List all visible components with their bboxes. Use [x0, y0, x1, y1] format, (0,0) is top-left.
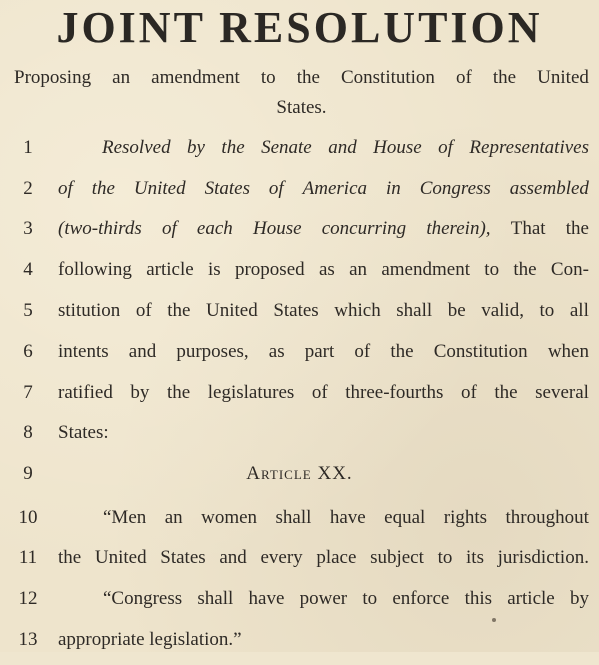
- subtitle-line-1: [14, 63, 589, 93]
- line-number: 3: [23, 218, 33, 239]
- subtitle-word: United: [537, 67, 589, 88]
- word: an: [164, 507, 183, 528]
- text-line: [0, 584, 599, 624]
- word: each: [196, 218, 233, 239]
- text-line: [0, 337, 599, 377]
- word: to: [484, 259, 500, 280]
- word: part: [304, 341, 335, 362]
- subtitle-word: an: [112, 67, 131, 88]
- article-heading-text: Article XX.: [246, 463, 353, 484]
- word: to: [437, 547, 453, 568]
- text-line: [0, 133, 599, 173]
- word: and: [219, 547, 247, 568]
- subtitle-word: Proposing: [14, 67, 92, 88]
- word: therein),: [426, 218, 491, 239]
- word: the: [166, 382, 191, 403]
- word: the: [565, 218, 589, 239]
- word: stitution: [58, 300, 121, 321]
- line-number: 13: [18, 629, 38, 650]
- line-text: [58, 214, 589, 244]
- text-line: [0, 459, 599, 499]
- line-number: 4: [23, 259, 33, 280]
- word: the: [91, 178, 115, 199]
- line-text: [58, 174, 589, 204]
- word: throughout: [505, 507, 589, 528]
- word: States: [160, 547, 206, 568]
- word: three-fourths: [345, 382, 444, 403]
- word: by: [569, 588, 589, 609]
- word: and: [128, 341, 157, 362]
- word: to: [539, 300, 555, 321]
- line-text: [58, 337, 589, 367]
- word: the: [494, 382, 518, 403]
- word: the: [390, 341, 414, 362]
- line-number: 6: [23, 341, 33, 362]
- document-title: JOINT RESOLUTION: [56, 3, 543, 52]
- word: (two-thirds: [58, 218, 142, 239]
- word: several: [535, 382, 589, 403]
- subtitle-word: of: [456, 67, 472, 88]
- word: United: [133, 178, 186, 199]
- word: equal: [384, 507, 426, 528]
- word: have: [329, 507, 366, 528]
- line-number: 1: [23, 137, 33, 158]
- word: shall: [197, 588, 234, 609]
- text-line: [0, 418, 599, 458]
- text-line: [0, 214, 599, 254]
- line-number: 5: [23, 300, 33, 321]
- line-text: [58, 296, 589, 326]
- text-line: [0, 503, 599, 543]
- word: an: [349, 259, 368, 280]
- word: of: [311, 382, 328, 403]
- word: of: [161, 218, 177, 239]
- word: United: [94, 547, 147, 568]
- word: House: [373, 137, 422, 158]
- word: is: [207, 259, 221, 280]
- word: its: [466, 547, 484, 568]
- word: shall: [275, 507, 312, 528]
- line-number: 7: [23, 382, 33, 403]
- word: valid,: [481, 300, 524, 321]
- word: rights: [443, 507, 488, 528]
- line-text: [58, 503, 589, 533]
- word: have: [248, 588, 285, 609]
- word: the: [167, 300, 191, 321]
- line-text: [58, 255, 589, 285]
- word: place: [316, 547, 357, 568]
- word: of: [354, 341, 371, 362]
- line-text: [58, 584, 589, 614]
- word: jurisdiction.: [497, 547, 589, 568]
- word: “Congress: [103, 588, 183, 609]
- word: subject: [370, 547, 424, 568]
- document-subtitle: [14, 63, 589, 123]
- word: United: [206, 300, 258, 321]
- word: be: [447, 300, 466, 321]
- word: article: [507, 588, 555, 609]
- word: of: [135, 300, 152, 321]
- word: power: [299, 588, 348, 609]
- word: in: [385, 178, 401, 199]
- word: Constitution: [433, 341, 528, 362]
- line-text: [58, 543, 589, 573]
- subtitle-word: the: [296, 67, 320, 88]
- line-number: 9: [23, 463, 33, 484]
- word: which: [334, 300, 381, 321]
- word: Congress: [419, 178, 491, 199]
- word: ratified: [58, 382, 113, 403]
- line-number: 2: [23, 178, 33, 199]
- word: of: [460, 382, 477, 403]
- text-line: [0, 255, 599, 295]
- word: and: [328, 137, 357, 158]
- word: the: [513, 259, 537, 280]
- word: all: [569, 300, 589, 321]
- word: enforce: [392, 588, 450, 609]
- word: the: [58, 547, 82, 568]
- line-text: appropriate legislation.”: [58, 629, 242, 650]
- article-heading: [0, 459, 599, 489]
- word: States: [204, 178, 250, 199]
- word: by: [130, 382, 150, 403]
- word: concurring: [321, 218, 407, 239]
- word: this: [464, 588, 493, 609]
- word: the: [221, 137, 245, 158]
- word: every: [260, 547, 303, 568]
- word: following: [58, 259, 132, 280]
- word: amendment: [381, 259, 470, 280]
- line-text: [58, 133, 589, 163]
- word: “Men: [103, 507, 147, 528]
- word: by: [187, 137, 205, 158]
- text-line: [0, 296, 599, 336]
- word: as: [268, 341, 285, 362]
- word: as: [318, 259, 335, 280]
- line-number: 10: [18, 507, 38, 528]
- word: shall: [396, 300, 433, 321]
- word: America: [302, 178, 368, 199]
- subtitle-word: amendment: [151, 67, 240, 88]
- word: assembled: [509, 178, 589, 199]
- line-number: 12: [18, 588, 38, 609]
- word: Senate: [261, 137, 312, 158]
- text-line: [0, 625, 599, 665]
- word: women: [201, 507, 258, 528]
- subtitle-word: to: [260, 67, 276, 88]
- ink-speck: [492, 618, 496, 622]
- word: States: [273, 300, 319, 321]
- line-text: [58, 378, 589, 408]
- word: House: [252, 218, 302, 239]
- subtitle-line-2: States.: [276, 97, 327, 118]
- word: purposes,: [176, 341, 249, 362]
- word: Resolved: [102, 137, 171, 158]
- word: of: [438, 137, 453, 158]
- word: That: [510, 218, 546, 239]
- text-line: [0, 543, 599, 583]
- word: of: [58, 178, 73, 199]
- line-text: States:: [58, 422, 109, 443]
- subtitle-word: Constitution: [340, 67, 435, 88]
- text-line: [0, 174, 599, 214]
- word: legislatures: [207, 382, 295, 403]
- line-number: 8: [23, 422, 33, 443]
- word: when: [547, 341, 589, 362]
- text-line: [0, 378, 599, 418]
- word: intents: [58, 341, 109, 362]
- word: article: [146, 259, 194, 280]
- subtitle-word: the: [492, 67, 517, 88]
- word: Representatives: [469, 137, 589, 158]
- word: Con-: [550, 259, 589, 280]
- word: of: [268, 178, 284, 199]
- word: proposed: [234, 259, 305, 280]
- line-number: 11: [18, 547, 38, 568]
- word: to: [362, 588, 378, 609]
